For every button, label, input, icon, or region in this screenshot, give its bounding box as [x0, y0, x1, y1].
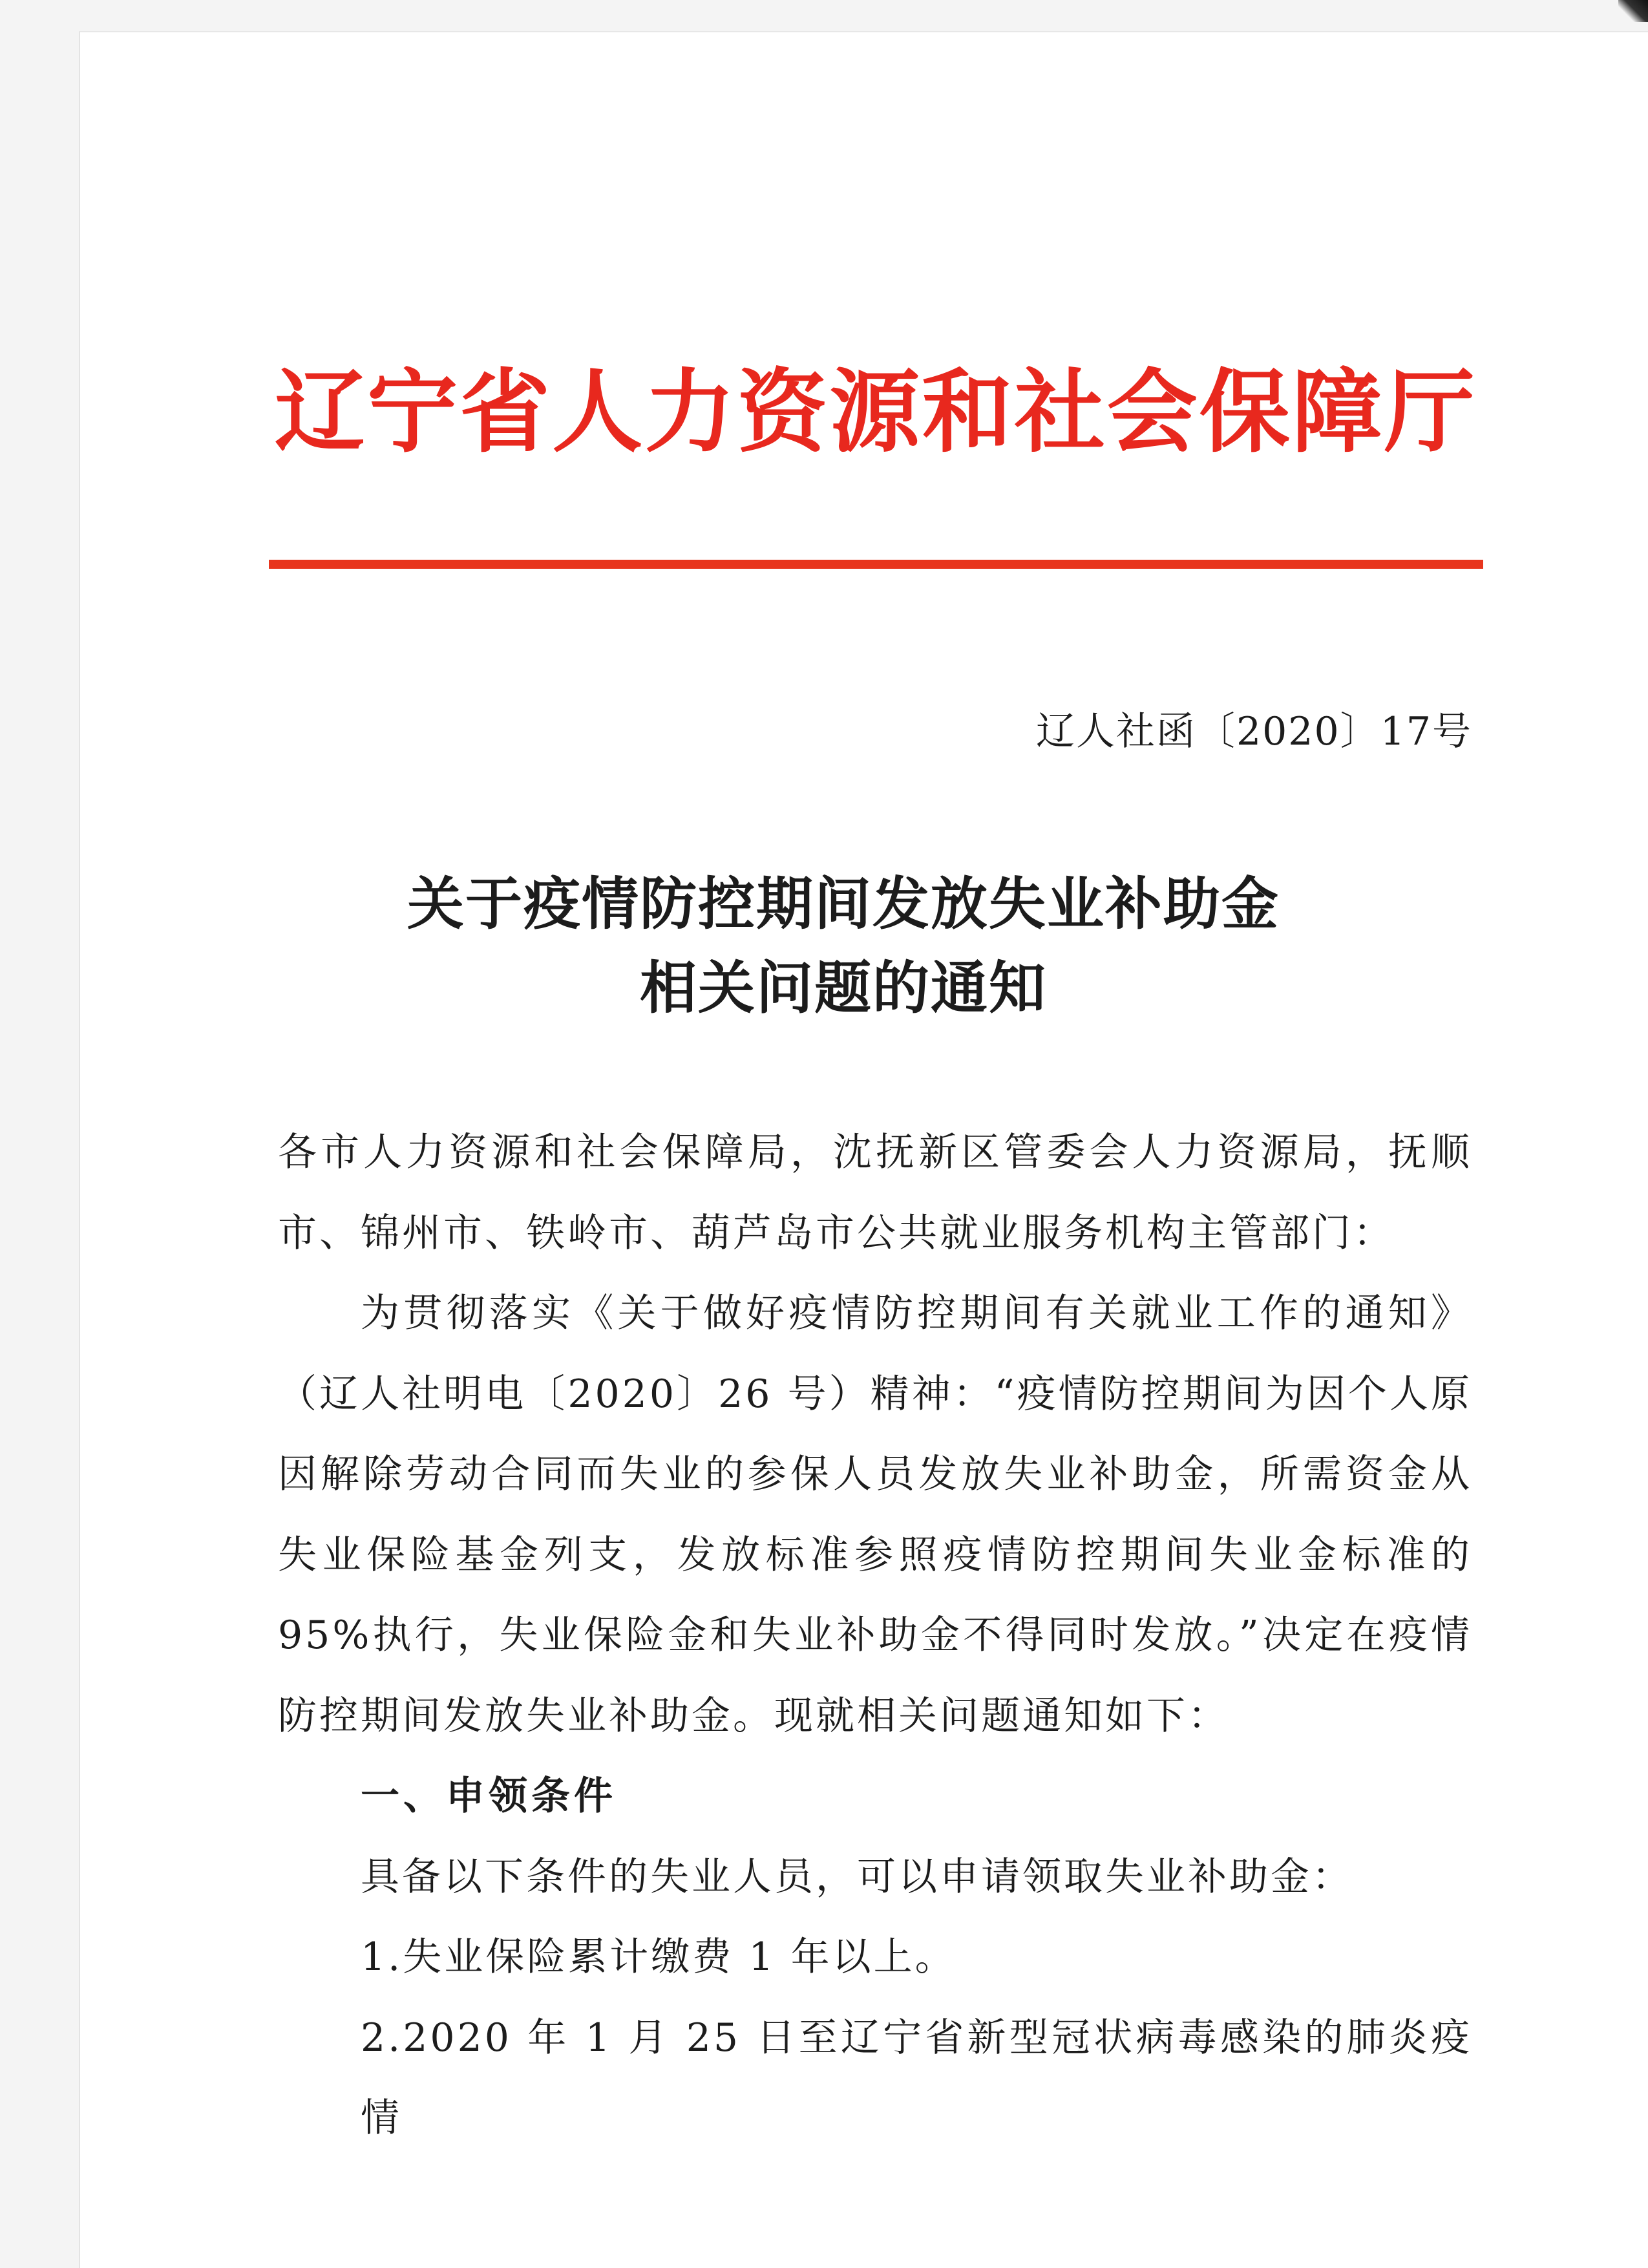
addressee-line: 各市人力资源和社会保障局，沈抚新区管委会人力资源局，抚顺	[278, 1130, 1472, 1175]
section-heading: 一、申领条件	[361, 1774, 617, 1819]
intro-paragraph-line: 防控期间发放失业补助金。现就相关问题通知如下：	[278, 1693, 1229, 1739]
intro-paragraph-line: 失业保险基金列支，发放标准参照疫情防控期间失业金标准的	[278, 1532, 1472, 1578]
scan-corner-shadow	[1618, 0, 1648, 22]
issuing-authority-header: 辽宁省人力资源和社会保障厅	[275, 359, 1475, 465]
document-title-line-2: 相关问题的通知	[639, 954, 1047, 1021]
document-number: 辽人社函〔2020〕17号	[1035, 709, 1472, 754]
intro-paragraph-line: 因解除劳动合同而失业的参保人员发放失业补助金，所需资金从	[278, 1452, 1472, 1497]
intro-paragraph-line: （辽人社明电〔2020〕26 号）精神：“疫情防控期间为因个人原	[278, 1371, 1472, 1417]
section-lead-text: 具备以下条件的失业人员，可以申请领取失业补助金：	[361, 1854, 1353, 1900]
red-header-rule	[269, 560, 1483, 569]
condition-item: 1.失业保险累计缴费 1 年以上。	[361, 1934, 956, 1980]
document-title-line-1: 关于疫情防控期间发放失业补助金	[407, 870, 1280, 937]
intro-paragraph-line: 为贯彻落实《关于做好疫情防控期间有关就业工作的通知》	[361, 1291, 1472, 1336]
document-body	[278, 1112, 1472, 2141]
addressee-line: 市、锦州市、铁岭市、葫芦岛市公共就业服务机构主管部门：	[278, 1210, 1395, 1256]
intro-paragraph-line: 95%执行，失业保险金和失业补助金不得同时发放。”决定在疫情	[278, 1613, 1472, 1658]
condition-item: 2.2020 年 1 月 25 日至辽宁省新型冠状病毒感染的肺炎疫情	[361, 2015, 1472, 2141]
